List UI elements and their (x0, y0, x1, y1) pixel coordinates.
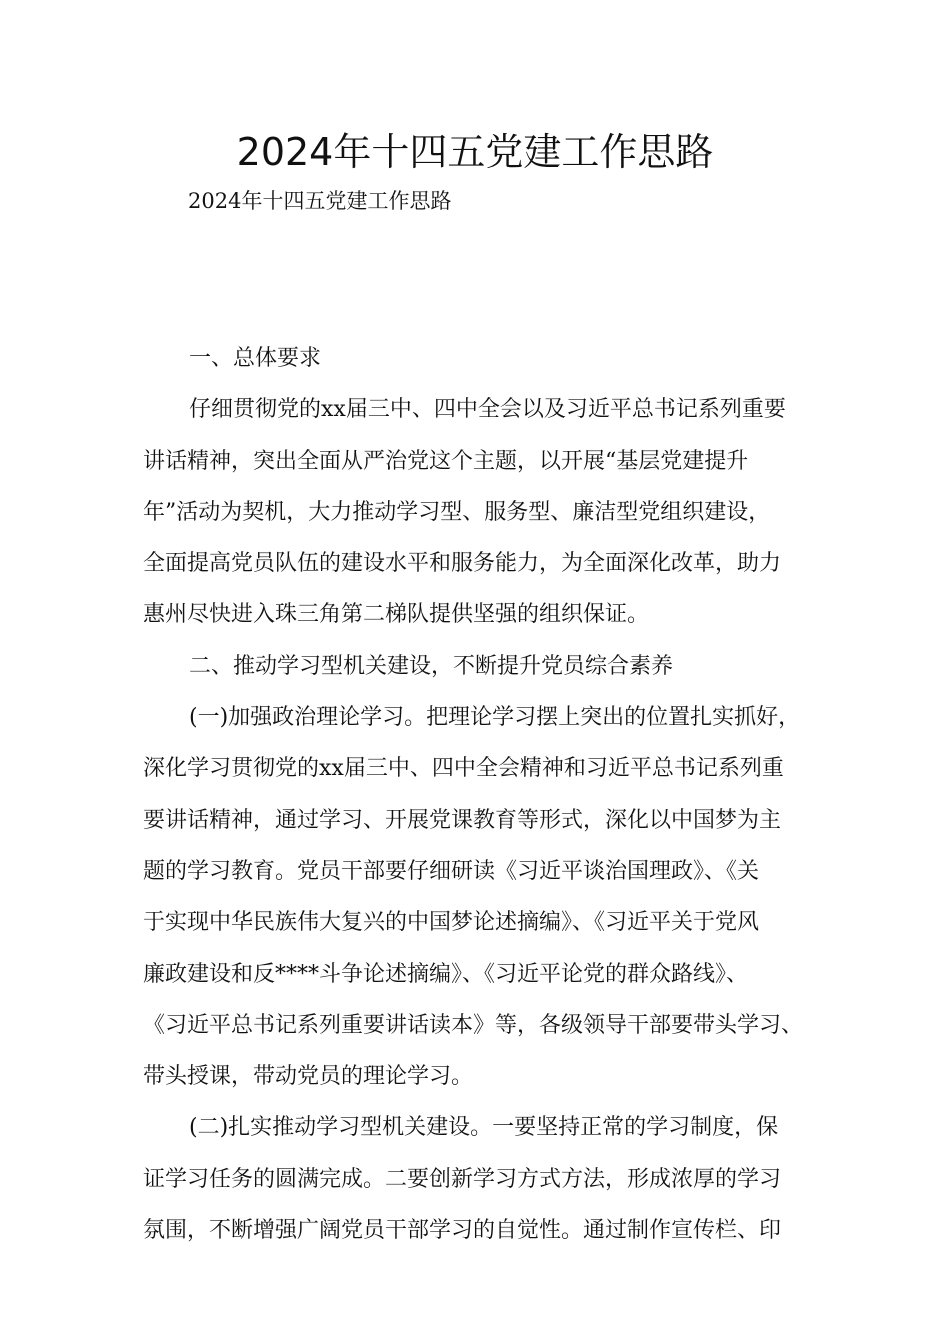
document-body (143, 333, 823, 1256)
body-line: 带头授课，带动党员的理论学习。 (143, 1064, 474, 1090)
body-line: (一)加强政治理论学习。把理论学习摆上突出的位置扎实抓好， (189, 705, 801, 731)
body-line: 讲话精神，突出全面从严治党这个主题，以开展“基层党建提升 (143, 448, 749, 474)
body-line: 廉政建设和反****斗争论述摘编》、《习近平论党的群众路线》、 (143, 961, 749, 987)
body-line: (二)扎实推动学习型机关建设。一要坚持正常的学习制度，保 (189, 1115, 779, 1141)
body-line: 深化学习贯彻党的xx届三中、四中全会精神和习近平总书记系列重 (143, 756, 784, 782)
body-line: 全面提高党员队伍的建设水平和服务能力，为全面深化改革，助力 (143, 551, 782, 577)
body-line: 年”活动为契机，大力推动学习型、服务型、廉洁型党组织建设， (143, 499, 771, 525)
document-subtitle: 2024年十四五党建工作思路 (188, 189, 452, 213)
body-line: 惠州尽快进入珠三角第二梯队提供坚强的组织保证。 (143, 602, 650, 628)
body-line: 氛围，不断增强广阔党员干部学习的自觉性。通过制作宣传栏、印 (143, 1218, 782, 1244)
body-line: 一、总体要求 (189, 346, 322, 371)
body-line: 于实现中华民族伟大复兴的中国梦论述摘编》、《习近平关于党风 (143, 910, 760, 936)
body-line: 要讲话精神，通过学习、开展党课教育等形式，深化以中国梦为主 (143, 807, 782, 833)
body-line: 题的学习教育。党员干部要仔细研读《习近平谈治国理政》、《关 (143, 858, 760, 884)
body-line: 证学习任务的圆满完成。二要创新学习方式方法，形成浓厚的学习 (143, 1166, 782, 1192)
body-line: 二、推动学习型机关建设，不断提升党员综合素养 (189, 653, 674, 679)
document-title: 2024年十四五党建工作思路 (236, 130, 714, 174)
body-line: 《习近平总书记系列重要讲话读本》等，各级领导干部要带头学习、 (143, 1012, 804, 1038)
body-line: 仔细贯彻党的xx届三中、四中全会以及习近平总书记系列重要 (189, 397, 786, 423)
